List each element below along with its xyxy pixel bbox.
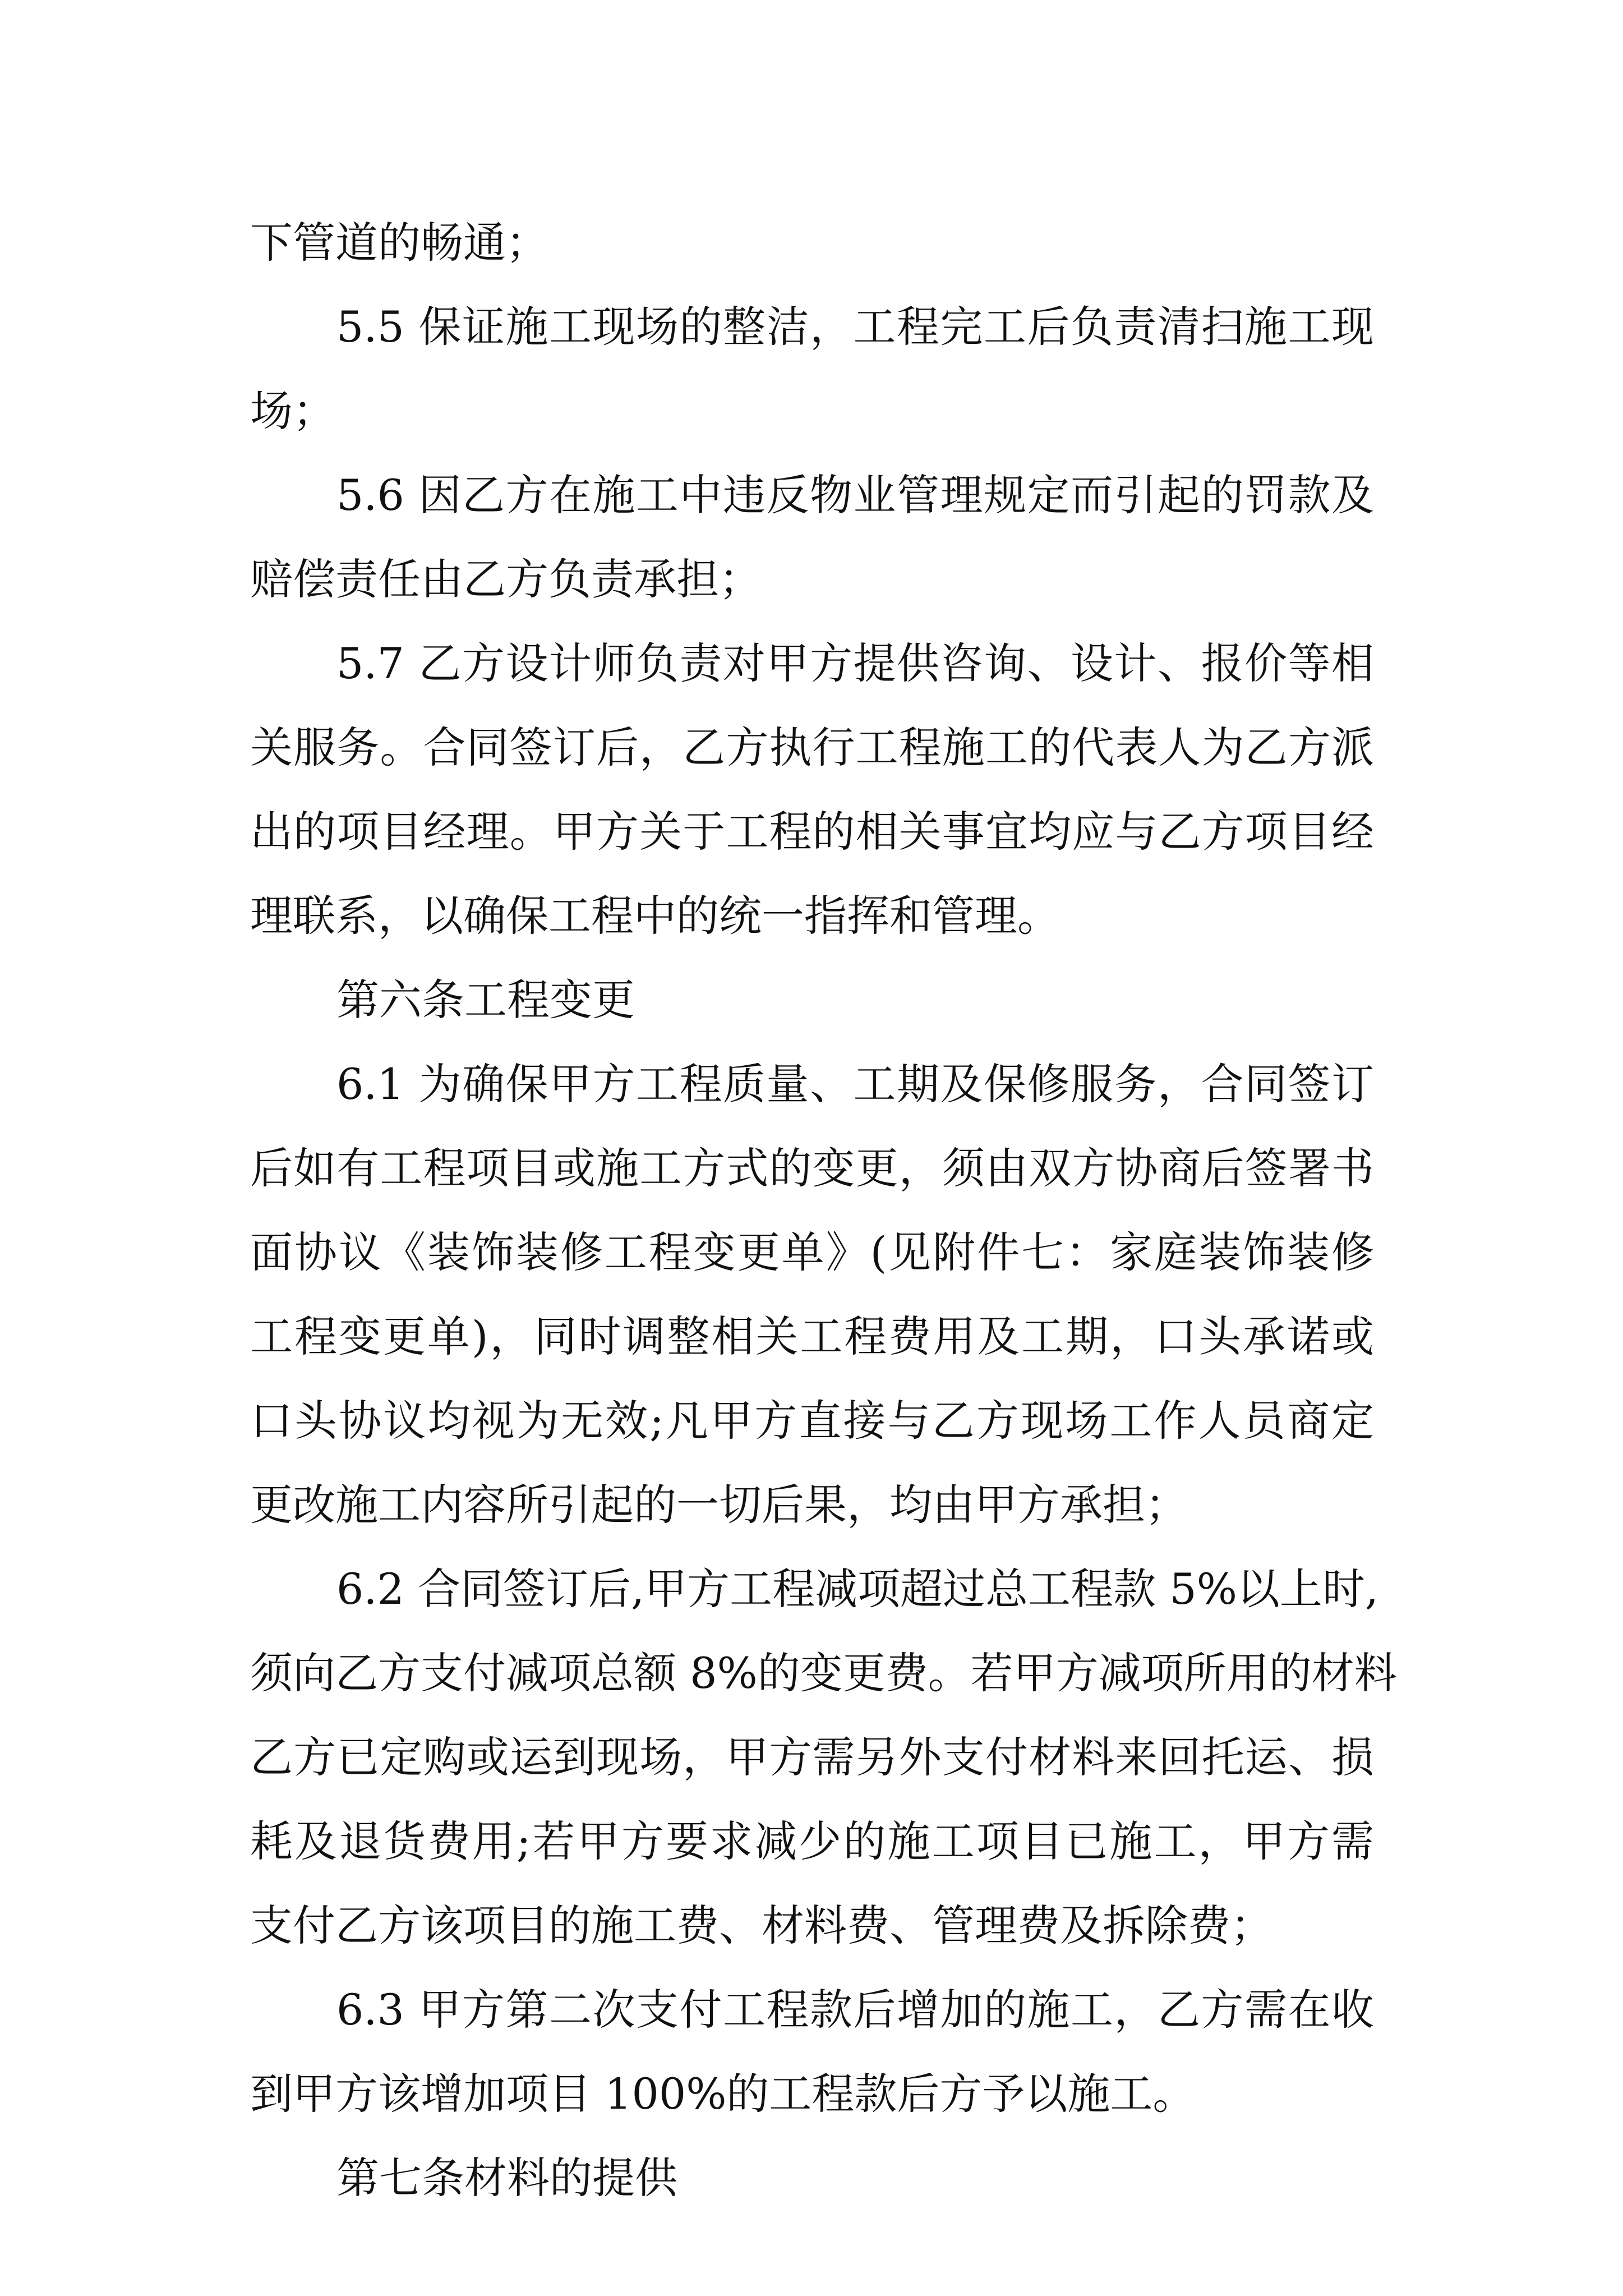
text-line: 出的项目经理。甲方关于工程的相关事宜均应与乙方项目经 — [250, 807, 1374, 857]
clause-5-6: 5.6 因乙方在施工中违反物业管理规定而引起的罚款及 — [336, 470, 1374, 520]
text-line: 后如有工程项目或施工方式的变更，须由双方协商后签署书 — [250, 1143, 1374, 1193]
text-line: 耗及退货费用;若甲方要求减少的施工项目已施工，甲方需 — [250, 1816, 1374, 1866]
text-line: 乙方已定购或运到现场，甲方需另外支付材料来回托运、损 — [250, 1732, 1374, 1782]
section-heading-6: 第六条工程变更 — [336, 975, 635, 1025]
text-line: 工程变更单)，同时调整相关工程费用及工期，口头承诺或 — [250, 1312, 1374, 1361]
clause-5-7: 5.7 乙方设计师负责对甲方提供咨询、设计、报价等相 — [336, 638, 1374, 688]
text-line: 口头协议均视为无效;凡甲方直接与乙方现场工作人员商定 — [250, 1396, 1374, 1446]
text-line: 关服务。合同签订后，乙方执行工程施工的代表人为乙方派 — [250, 723, 1374, 772]
clause-6-2: 6.2 合同签订后,甲方工程减项超过总工程款 5%以上时, — [336, 1564, 1379, 1614]
text-line: 下管道的畅通； — [250, 218, 548, 268]
clause-6-1: 6.1 为确保甲方工程质量、工期及保修服务，合同签订 — [336, 1059, 1374, 1109]
text-line: 更改施工内容所引起的一切后果，均由甲方承担； — [250, 1480, 1188, 1530]
clause-6-3: 6.3 甲方第二次支付工程款后增加的施工，乙方需在收 — [336, 1985, 1374, 2035]
text-line: 赔偿责任由乙方负责承担； — [250, 554, 762, 604]
text-line: 到甲方该增加项目 100%的工程款后方予以施工。 — [250, 2069, 1196, 2119]
text-line: 须向乙方支付减项总额 8%的变更费。若甲方减项所用的材料 — [250, 1648, 1397, 1698]
section-heading-7: 第七条材料的提供 — [336, 2153, 677, 2203]
clause-5-5: 5.5 保证施工现场的整洁，工程完工后负责清扫施工现 — [336, 302, 1374, 352]
text-line: 支付乙方该项目的施工费、材料费、管理费及拆除费； — [250, 1901, 1273, 1950]
text-line: 场； — [250, 386, 335, 436]
text-line: 面协议《装饰装修工程变更单》(见附件七：家庭装饰装修 — [250, 1227, 1374, 1277]
text-line: 理联系，以确保工程中的统一指挥和管理。 — [250, 891, 1060, 941]
